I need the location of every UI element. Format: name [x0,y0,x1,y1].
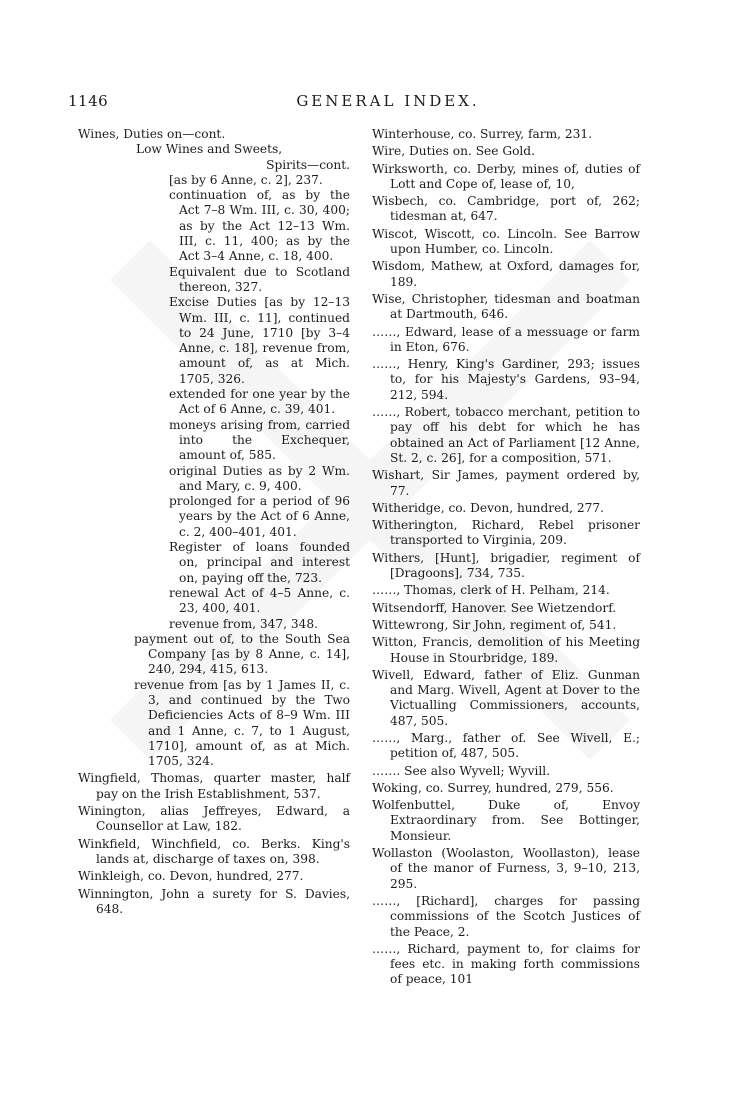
index-entry: ……, [Richard], charges for passing commissions of the Scotch Justices of the Peace, 2. [372,893,640,939]
index-entry: continuation of, as by the Act 7–8 Wm. III, c. 30, 400; as by the Act 12–13 Wm. III, c. 11, 400; as by the Act 3–4 Anne, c. 18, 400. [169,188,350,264]
index-entry: Witheridge, co. Devon, hundred, 277. [372,500,605,515]
index-entry: Wollaston (Woolaston, Woollaston), lease of the manor of Furness, 3, 9–10, 213, 295. [372,846,640,891]
index-entry: ……, Edward, lease of a messuage or farm in Eton, 676. [372,324,640,354]
index-entry: Winington, alias Jeffreyes, Edward, a Counsellor at Law, 182. [78,804,350,834]
page-number: 1146 [68,92,109,110]
index-column-right [372,127,640,988]
index-entry: Wire, Duties on. See Gold. [372,144,535,159]
index-entry: moneys arising from, carried into the Exchequer, amount of, 585. [169,417,350,463]
index-entry: Wiscot, Wiscott, co. Lincoln. See Barrow upon Humber, co. Lincoln. [372,226,640,257]
index-entry: payment out of, to the South Sea Company [as by 8 Anne, c. 14], 240, 294, 415, 613. [134,631,350,677]
index-entry: Wittewrong, Sir John, regiment of, 541. [372,617,617,632]
index-entry: Equivalent due to Scotland thereon, 327. [169,264,350,294]
index-entry: Winnington, John a surety for S. Davies, 648. [78,886,350,916]
index-entry: Wolfenbuttel, Duke of, Envoy Extraordinary from. See Bottinger, Monsieur. [372,798,640,843]
index-entry: Withers, [Hunt], brigadier, regiment of [Dragoons], 734, 735. [372,550,640,581]
index-entry: Witton, Francis, demolition of his Meeting House in Stourbridge, 189. [372,635,640,665]
index-entry: Wingfield, Thomas, quarter master, half pay on the Irish Establishment, 537. [78,771,350,801]
index-entry: Low Wines and Sweets, [136,142,283,157]
index-entry: Register of loans founded on, principal and interest on, paying off the, 723. [169,540,350,585]
index-entry: renewal Act of 4–5 Anne, c. 23, 400, 401. [169,585,350,616]
index-entry: Spirits—cont. [266,157,350,172]
index-entry: extended for one year by the Act of 6 Anne, c. 39, 401. [169,387,350,417]
index-entry: revenue from [as by 1 James II, c. 3, and continued by the Two Deficiencies Acts of 8–9 Wm. III and 1 Anne, c. 7, to 1 August, 1710], amount of, as at Mich. 1705, 324. [134,677,350,769]
index-entry: prolonged for a period of 96 years by the Act of 6 Anne, c. 2, 400–401, 401. [169,494,350,539]
index-entry: Excise Duties [as by 12–13 Wm. III, c. 11], continued to 24 June, 1710 [by 3–4 Anne, c. 18], revenue from, amount of, as at Mich. 1705, 326. [169,295,350,386]
index-entry: Witherington, Richard, Rebel prisoner transported to Virginia, 209. [372,518,640,548]
index-entry: Wivell, Edward, father of Eliz. Gunman and Marg. Wivell, Agent at Dover to the Victualling Commissioners, accounts, 487, 505. [372,667,640,728]
index-entry: ……. See also Wyvell; Wyvill. [372,763,551,778]
index-entry: Winkfield, Winchfield, co. Berks. King's lands at, discharge of taxes on, 398. [78,836,350,866]
index-entry: Winterhouse, co. Surrey, farm, 231. [372,127,593,141]
index-entry: Wishart, Sir James, payment ordered by, 77. [372,468,640,498]
index-entry: Wisdom, Mathew, at Oxford, damages for, 189. [372,259,640,289]
index-entry: revenue from, 347, 348. [169,616,319,631]
index-entry: Wise, Christopher, tidesman and boatman at Dartmouth, 646. [372,291,640,322]
index-entry: ……, Henry, King's Gardiner, 293; issues to, for his Majesty's Gardens, 93–94, 212, 594. [372,357,640,402]
index-entry: Witsendorff, Hanover. See Wietzendorf. [372,600,617,615]
index-entry: [as by 6 Anne, c. 2], 237. [169,172,323,187]
index-entry: original Duties as by 2 Wm. and Mary, c. 9, 400. [169,463,350,493]
index-entry: Wisbech, co. Cambridge, port of, 262; tidesman at, 647. [372,194,640,224]
index-entry: Woking, co. Surrey, hundred, 279, 556. [372,780,614,795]
index-entry: ……, Robert, tobacco merchant, petition to pay off his debt for which he has obtained an Act of Parliament [12 Anne, St. 2, c. 26], for a composition, 571. [372,405,640,465]
index-entry: ……, Thomas, clerk of H. Pelham, 214. [372,583,610,598]
index-entry: ……, Richard, payment to, for claims for fees etc. in making forth commissions of peace, 101 [372,941,640,987]
index-entry: Wirksworth, co. Derby, mines of, duties of Lott and Cope of, lease of, 10, [372,161,640,191]
index-entry: Winkleigh, co. Devon, hundred, 277. [78,869,304,884]
index-entry: ……, Marg., father of. See Wivell, E.; petition of, 487, 505. [372,730,640,761]
page-header [68,92,668,116]
running-title: GENERAL INDEX. [296,92,480,110]
index-entry: Wines, Duties on—cont. [78,127,226,141]
index-column-left [78,127,350,917]
